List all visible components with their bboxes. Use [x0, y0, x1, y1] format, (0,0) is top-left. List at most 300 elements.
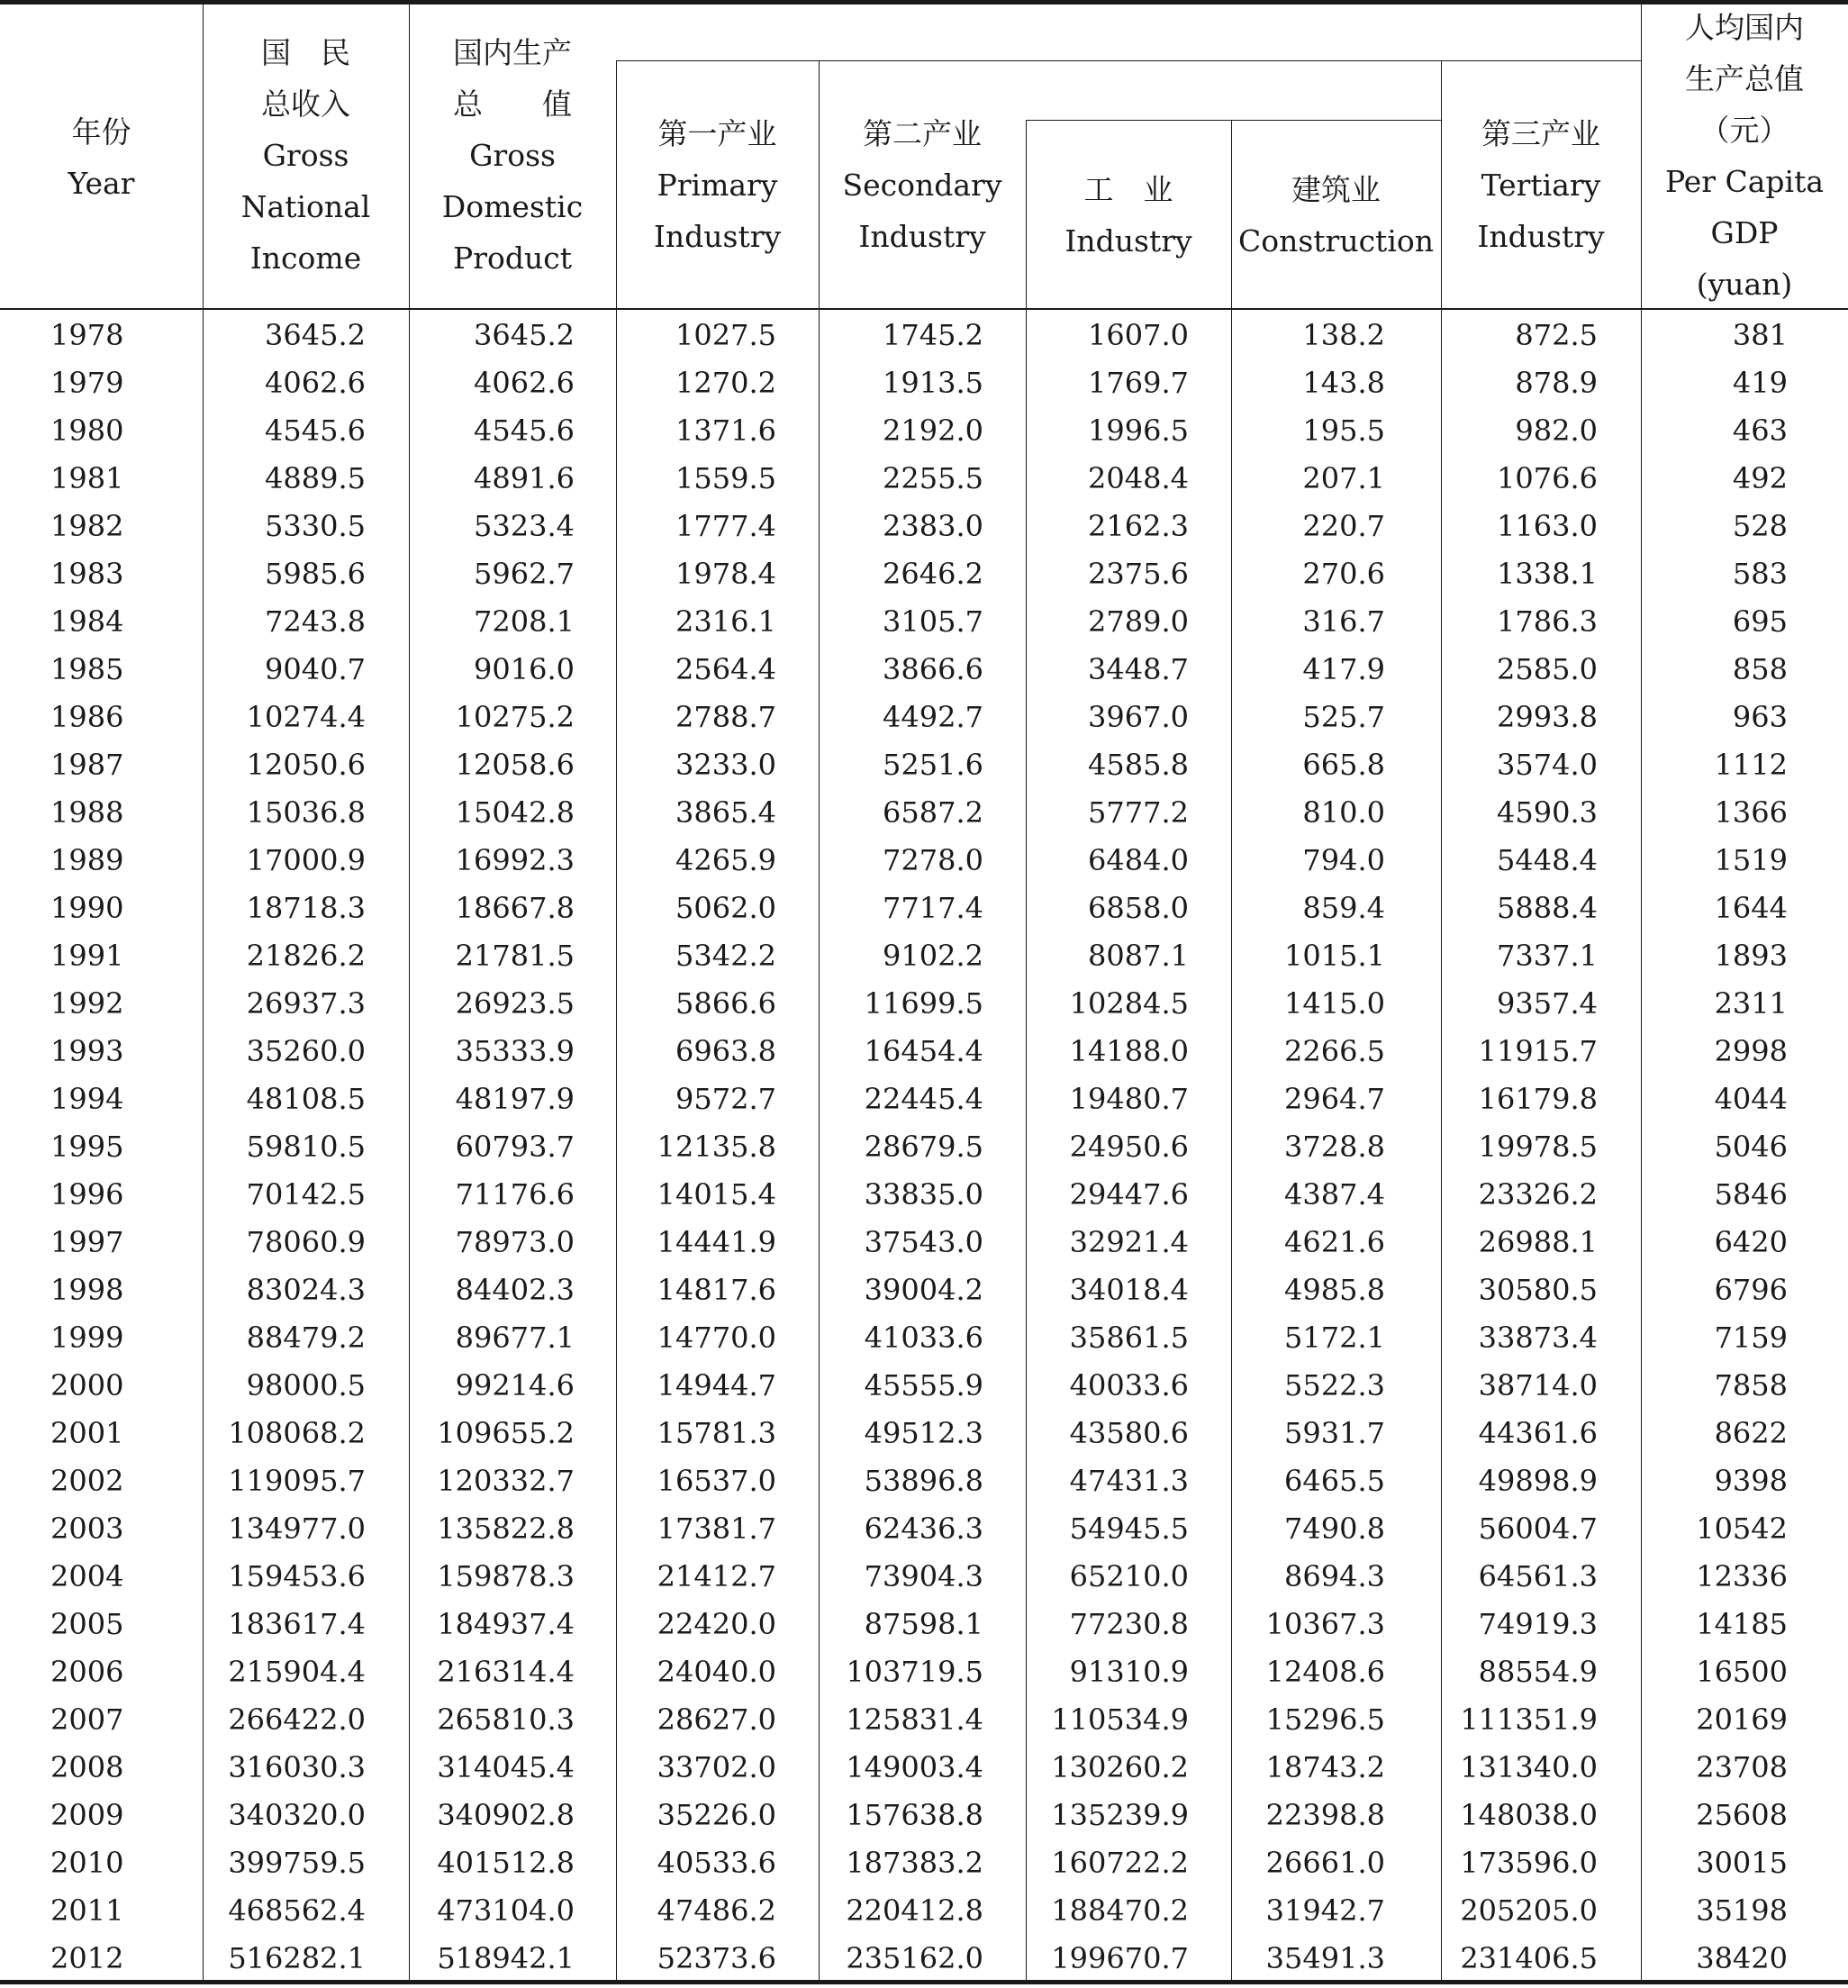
gni-cell: 5330.5 — [265, 509, 366, 543]
industry-cell: 3448.7 — [1088, 652, 1189, 686]
per-capita-cell: 1644 — [1714, 891, 1788, 925]
per-capita-cell: 419 — [1732, 366, 1788, 400]
table-row — [0, 1792, 1848, 1839]
primary-cell: 1270.2 — [675, 366, 776, 400]
industry-cell: 110534.9 — [1051, 1702, 1189, 1737]
gni-cell: 468562.4 — [228, 1893, 366, 1928]
gdp-cell: 15042.8 — [455, 795, 575, 830]
gdp-cell: 340902.8 — [437, 1798, 575, 1832]
primary-cell: 15781.3 — [657, 1416, 776, 1450]
secondary-cell: 49512.3 — [864, 1416, 983, 1450]
tertiary-cell: 4590.3 — [1497, 795, 1598, 830]
gni-cell: 134977.0 — [228, 1511, 366, 1546]
secondary-cell: 187383.2 — [846, 1846, 983, 1880]
secondary-cell: 28679.5 — [864, 1130, 983, 1164]
table-row — [0, 837, 1848, 885]
year-cell: 1993 — [50, 1034, 124, 1068]
primary-cell: 40533.6 — [657, 1846, 776, 1880]
per-capita-cell: 35198 — [1696, 1893, 1788, 1928]
primary-cell: 21412.7 — [657, 1559, 776, 1593]
secondary-cell: 149003.4 — [846, 1750, 983, 1784]
primary-cell: 16537.0 — [657, 1464, 776, 1498]
secondary-cell: 39004.2 — [864, 1273, 983, 1307]
per-capita-cell: 25608 — [1696, 1798, 1788, 1832]
primary-cell: 14015.4 — [657, 1177, 776, 1212]
construction-cell: 22398.8 — [1265, 1798, 1385, 1832]
tertiary-cell: 982.0 — [1515, 413, 1598, 448]
gdp-cell: 26923.5 — [455, 986, 575, 1021]
industry-cell: 54945.5 — [1069, 1511, 1189, 1546]
table-row — [0, 1839, 1848, 1887]
industry-cell: 188470.2 — [1051, 1893, 1189, 1928]
gdp-cell: 10275.2 — [455, 700, 575, 734]
primary-cell: 12135.8 — [657, 1130, 776, 1164]
industry-cell: 34018.4 — [1069, 1273, 1189, 1307]
year-cell: 2007 — [50, 1702, 124, 1737]
gni-cell: 266422.0 — [228, 1702, 366, 1737]
per-capita-cell: 38420 — [1696, 1941, 1788, 1975]
construction-cell: 4387.4 — [1284, 1177, 1385, 1212]
construction-cell: 195.5 — [1302, 413, 1385, 448]
tertiary-cell: 173596.0 — [1460, 1846, 1598, 1880]
tertiary-cell: 56004.7 — [1478, 1511, 1598, 1546]
tertiary-cell: 1338.1 — [1497, 557, 1598, 591]
header-gni: 国 民 总收入 Gross National Income — [240, 35, 371, 276]
tertiary-cell: 111351.9 — [1460, 1702, 1598, 1737]
construction-cell: 8694.3 — [1284, 1559, 1385, 1593]
year-cell: 2000 — [50, 1368, 124, 1402]
per-capita-cell: 6420 — [1714, 1225, 1788, 1259]
year-cell: 1978 — [50, 318, 124, 352]
per-capita-cell: 20169 — [1696, 1702, 1788, 1737]
tertiary-cell: 74919.3 — [1478, 1607, 1598, 1641]
construction-cell: 525.7 — [1302, 700, 1385, 734]
table-row — [0, 932, 1848, 980]
table-row — [0, 407, 1848, 455]
primary-cell: 4265.9 — [675, 843, 776, 877]
year-cell: 2006 — [50, 1655, 124, 1689]
per-capita-cell: 14185 — [1696, 1607, 1788, 1641]
industry-cell: 43580.6 — [1069, 1416, 1189, 1450]
construction-cell: 1015.1 — [1284, 939, 1385, 973]
year-cell: 2011 — [50, 1893, 124, 1928]
header-primary-industry: 第一产业 Primary Industry — [653, 116, 782, 254]
year-cell: 1999 — [50, 1321, 124, 1355]
per-capita-cell: 9398 — [1714, 1464, 1788, 1498]
year-cell: 2001 — [50, 1416, 124, 1450]
header-year: 年份 Year — [68, 114, 135, 201]
secondary-cell: 157638.8 — [846, 1798, 983, 1832]
primary-cell: 28627.0 — [657, 1702, 776, 1737]
industry-cell: 6484.0 — [1088, 843, 1189, 877]
gdp-cell: 99214.6 — [455, 1368, 575, 1402]
table-row — [0, 1505, 1848, 1553]
construction-cell: 5172.1 — [1284, 1321, 1385, 1355]
year-cell: 1989 — [50, 843, 124, 877]
secondary-cell: 73904.3 — [864, 1559, 983, 1593]
year-cell: 1992 — [50, 986, 124, 1021]
gni-cell: 9040.7 — [265, 652, 366, 686]
gni-cell: 4062.6 — [265, 366, 366, 400]
table-row — [0, 598, 1848, 646]
primary-cell: 1559.5 — [675, 461, 776, 495]
table-row — [0, 980, 1848, 1028]
gdp-cell: 78973.0 — [455, 1225, 575, 1259]
construction-cell: 220.7 — [1302, 509, 1385, 543]
table-row — [0, 1171, 1848, 1219]
year-cell: 1997 — [50, 1225, 124, 1259]
header-secondary-industry: 第二产业 Secondary Industry — [842, 116, 1002, 254]
secondary-cell: 22445.4 — [864, 1082, 983, 1116]
table-row — [0, 503, 1848, 550]
secondary-cell: 1913.5 — [883, 366, 983, 400]
gni-cell: 516282.1 — [228, 1941, 366, 1975]
secondary-cell: 7278.0 — [883, 843, 983, 877]
secondary-cell: 2255.5 — [883, 461, 983, 495]
table-row — [0, 1744, 1848, 1792]
industry-cell: 199670.7 — [1051, 1941, 1189, 1975]
per-capita-cell: 7858 — [1714, 1368, 1788, 1402]
header-tertiary-industry: 第三产业 Tertiary Industry — [1477, 116, 1605, 254]
gni-cell: 26937.3 — [246, 986, 366, 1021]
gni-cell: 399759.5 — [228, 1846, 366, 1880]
primary-cell: 14770.0 — [657, 1321, 776, 1355]
year-cell: 2002 — [50, 1464, 124, 1498]
secondary-cell: 3105.7 — [883, 604, 983, 639]
year-cell: 1996 — [50, 1177, 124, 1212]
secondary-cell: 53896.8 — [864, 1464, 983, 1498]
year-cell: 1982 — [50, 509, 124, 543]
construction-cell: 4621.6 — [1284, 1225, 1385, 1259]
per-capita-cell: 2311 — [1714, 986, 1788, 1021]
per-capita-cell: 7159 — [1714, 1321, 1788, 1355]
table-row — [0, 1219, 1848, 1266]
industry-cell: 130260.2 — [1051, 1750, 1189, 1784]
tertiary-cell: 1786.3 — [1497, 604, 1598, 639]
per-capita-cell: 5046 — [1714, 1130, 1788, 1164]
gni-cell: 83024.3 — [246, 1273, 366, 1307]
industry-cell: 160722.2 — [1051, 1846, 1189, 1880]
tertiary-cell: 2993.8 — [1497, 700, 1598, 734]
gdp-cell: 518942.1 — [437, 1941, 575, 1975]
primary-cell: 47486.2 — [657, 1893, 776, 1928]
tertiary-cell: 878.9 — [1515, 366, 1598, 400]
primary-cell: 5062.0 — [675, 891, 776, 925]
year-cell: 1995 — [50, 1130, 124, 1164]
gdp-cell: 9016.0 — [474, 652, 575, 686]
gdp-cell: 21781.5 — [455, 939, 575, 973]
year-cell: 2004 — [50, 1559, 124, 1593]
table-row — [0, 741, 1848, 789]
gni-cell: 21826.2 — [246, 939, 366, 973]
industry-cell: 2375.6 — [1088, 557, 1189, 591]
secondary-cell: 9102.2 — [883, 939, 983, 973]
gdp-cell: 71176.6 — [455, 1177, 575, 1212]
construction-cell: 2964.7 — [1284, 1082, 1385, 1116]
year-cell: 2005 — [50, 1607, 124, 1641]
industry-cell: 2048.4 — [1088, 461, 1189, 495]
header-industry: 工 业 Industry — [1064, 172, 1192, 259]
construction-cell: 6465.5 — [1284, 1464, 1385, 1498]
secondary-cell: 2383.0 — [883, 509, 983, 543]
primary-cell: 1978.4 — [675, 557, 776, 591]
secondary-cell: 3866.6 — [883, 652, 983, 686]
table-row — [0, 1601, 1848, 1648]
gni-cell: 59810.5 — [246, 1130, 366, 1164]
gni-cell: 88479.2 — [246, 1321, 366, 1355]
tertiary-cell: 23326.2 — [1478, 1177, 1598, 1212]
gdp-cell: 18667.8 — [455, 891, 575, 925]
secondary-cell: 62436.3 — [864, 1511, 983, 1546]
gni-cell: 78060.9 — [246, 1225, 366, 1259]
table-row — [0, 1648, 1848, 1696]
table-row — [0, 1266, 1848, 1314]
secondary-cell: 235162.0 — [846, 1941, 983, 1975]
per-capita-cell: 858 — [1732, 652, 1788, 686]
per-capita-cell: 463 — [1732, 413, 1788, 448]
table-row — [0, 1457, 1848, 1505]
tertiary-cell: 1076.6 — [1497, 461, 1598, 495]
gdp-cell: 16992.3 — [455, 843, 575, 877]
table-row — [0, 359, 1848, 407]
industry-cell: 1607.0 — [1088, 318, 1189, 352]
tertiary-cell: 7337.1 — [1497, 939, 1598, 973]
gdp-cell: 401512.8 — [437, 1846, 575, 1880]
construction-cell: 665.8 — [1302, 748, 1385, 782]
secondary-cell: 37543.0 — [864, 1225, 983, 1259]
gni-cell: 340320.0 — [228, 1798, 366, 1832]
construction-cell: 1415.0 — [1284, 986, 1385, 1021]
per-capita-cell: 583 — [1732, 557, 1788, 591]
tertiary-cell: 30580.5 — [1478, 1273, 1598, 1307]
construction-cell: 417.9 — [1302, 652, 1385, 686]
header-bottom-rule — [0, 308, 1848, 310]
year-cell: 2003 — [50, 1511, 124, 1546]
tertiary-cell: 16179.8 — [1478, 1082, 1598, 1116]
gdp-cell: 473104.0 — [437, 1893, 575, 1928]
year-cell: 1988 — [50, 795, 124, 830]
year-cell: 1979 — [50, 366, 124, 400]
primary-cell: 14441.9 — [657, 1225, 776, 1259]
primary-cell: 2316.1 — [675, 604, 776, 639]
gdp-cell: 135822.8 — [437, 1511, 575, 1546]
table-top-rule — [0, 0, 1848, 5]
tertiary-cell: 5888.4 — [1497, 891, 1598, 925]
table-row — [0, 1935, 1848, 1983]
gdp-cell: 7208.1 — [474, 604, 575, 639]
construction-cell: 859.4 — [1302, 891, 1385, 925]
primary-cell: 2788.7 — [675, 700, 776, 734]
gdp-cell: 3645.2 — [474, 318, 575, 352]
table-row — [0, 646, 1848, 694]
industry-cell: 24950.6 — [1069, 1130, 1189, 1164]
year-cell: 1987 — [50, 748, 124, 782]
construction-cell: 18743.2 — [1265, 1750, 1385, 1784]
construction-cell: 7490.8 — [1284, 1511, 1385, 1546]
industry-cell: 1996.5 — [1088, 413, 1189, 448]
tertiary-cell: 11915.7 — [1478, 1034, 1598, 1068]
tertiary-cell: 231406.5 — [1460, 1941, 1598, 1975]
table-row — [0, 1696, 1848, 1744]
secondary-cell: 16454.4 — [864, 1034, 983, 1068]
secondary-cell: 2646.2 — [883, 557, 983, 591]
secondary-cell: 87598.1 — [864, 1607, 983, 1641]
construction-cell: 26661.0 — [1265, 1846, 1385, 1880]
industry-cell: 14188.0 — [1069, 1034, 1189, 1068]
per-capita-cell: 695 — [1732, 604, 1788, 639]
tertiary-cell: 19978.5 — [1478, 1130, 1598, 1164]
gni-cell: 3645.2 — [265, 318, 366, 352]
per-capita-cell: 963 — [1732, 700, 1788, 734]
gdp-cell: 314045.4 — [437, 1750, 575, 1784]
gni-cell: 4889.5 — [265, 461, 366, 495]
tertiary-cell: 26988.1 — [1478, 1225, 1598, 1259]
header-gdp: 国内生产 总 值 Gross Domestic Product — [441, 35, 584, 276]
construction-cell: 143.8 — [1302, 366, 1385, 400]
primary-cell: 6963.8 — [675, 1034, 776, 1068]
year-cell: 1998 — [50, 1273, 124, 1307]
industry-cell: 6858.0 — [1088, 891, 1189, 925]
header-per-capita-gdp: 人均国内 生产总值 （元） Per Capita GDP (yuan) — [1664, 10, 1825, 302]
secondary-cell: 5251.6 — [883, 748, 983, 782]
industry-cell: 32921.4 — [1069, 1225, 1189, 1259]
tertiary-cell: 9357.4 — [1497, 986, 1598, 1021]
industry-cell: 1769.7 — [1088, 366, 1189, 400]
industry-cell: 2162.3 — [1088, 509, 1189, 543]
year-cell: 1991 — [50, 939, 124, 973]
per-capita-cell: 381 — [1732, 318, 1788, 352]
gni-cell: 4545.6 — [265, 413, 366, 448]
table-row — [0, 1887, 1848, 1935]
gdp-cell: 35333.9 — [455, 1034, 575, 1068]
primary-cell: 33702.0 — [657, 1750, 776, 1784]
gdp-cell: 84402.3 — [455, 1273, 575, 1307]
gni-cell: 108068.2 — [228, 1416, 366, 1450]
tertiary-cell: 131340.0 — [1460, 1750, 1598, 1784]
secondary-cell: 103719.5 — [846, 1655, 983, 1689]
tertiary-cell: 88554.9 — [1478, 1655, 1598, 1689]
year-cell: 1985 — [50, 652, 124, 686]
primary-cell: 1371.6 — [675, 413, 776, 448]
per-capita-cell: 30015 — [1696, 1846, 1788, 1880]
per-capita-cell: 1893 — [1714, 939, 1788, 973]
per-capita-cell: 4044 — [1714, 1082, 1788, 1116]
secondary-cell: 41033.6 — [864, 1321, 983, 1355]
gdp-cell: 12058.6 — [455, 748, 575, 782]
primary-cell: 52373.6 — [657, 1941, 776, 1975]
construction-cell: 207.1 — [1302, 461, 1385, 495]
gdp-cell: 159878.3 — [437, 1559, 575, 1593]
table-row — [0, 1076, 1848, 1123]
industry-cell: 91310.9 — [1069, 1655, 1189, 1689]
per-capita-cell: 492 — [1732, 461, 1788, 495]
industry-cell: 35861.5 — [1069, 1321, 1189, 1355]
construction-cell: 270.6 — [1302, 557, 1385, 591]
secondary-cell: 33835.0 — [864, 1177, 983, 1212]
gni-cell: 12050.6 — [246, 748, 366, 782]
gni-cell: 70142.5 — [246, 1177, 366, 1212]
year-cell: 2008 — [50, 1750, 124, 1784]
gni-cell: 35260.0 — [246, 1034, 366, 1068]
primary-cell: 14944.7 — [657, 1368, 776, 1402]
gni-cell: 159453.6 — [228, 1559, 366, 1593]
per-capita-cell: 12336 — [1696, 1559, 1788, 1593]
secondary-cell: 7717.4 — [883, 891, 983, 925]
gdp-cell: 4545.6 — [474, 413, 575, 448]
tertiary-cell: 33873.4 — [1478, 1321, 1598, 1355]
table-row — [0, 789, 1848, 837]
year-cell: 2012 — [50, 1941, 124, 1975]
year-cell: 2010 — [50, 1846, 124, 1880]
industry-cell: 8087.1 — [1088, 939, 1189, 973]
primary-cell: 1777.4 — [675, 509, 776, 543]
secondary-cell: 1745.2 — [883, 318, 983, 352]
gdp-cell: 48197.9 — [455, 1082, 575, 1116]
industry-cell: 47431.3 — [1069, 1464, 1189, 1498]
per-capita-cell: 1112 — [1714, 748, 1788, 782]
gdp-cell: 5323.4 — [474, 509, 575, 543]
primary-cell: 35226.0 — [657, 1798, 776, 1832]
primary-cell: 24040.0 — [657, 1655, 776, 1689]
tertiary-cell: 64561.3 — [1478, 1559, 1598, 1593]
table-row — [0, 1028, 1848, 1076]
secondary-cell: 6587.2 — [883, 795, 983, 830]
tertiary-cell: 872.5 — [1515, 318, 1598, 352]
secondary-cell: 125831.4 — [846, 1702, 983, 1737]
construction-cell: 3728.8 — [1284, 1130, 1385, 1164]
construction-cell: 31942.7 — [1265, 1893, 1385, 1928]
year-cell: 1984 — [50, 604, 124, 639]
per-capita-cell: 6796 — [1714, 1273, 1788, 1307]
table-row — [0, 1362, 1848, 1410]
primary-cell: 2564.4 — [675, 652, 776, 686]
industry-cell: 2789.0 — [1088, 604, 1189, 639]
primary-cell: 3233.0 — [675, 748, 776, 782]
gdp-cell: 5962.7 — [474, 557, 575, 591]
table-bottom-rule — [0, 1980, 1848, 1984]
secondary-cell: 4492.7 — [883, 700, 983, 734]
industry-cell: 40033.6 — [1069, 1368, 1189, 1402]
secondary-cell: 2192.0 — [883, 413, 983, 448]
table-row — [0, 455, 1848, 503]
tertiary-cell: 148038.0 — [1460, 1798, 1598, 1832]
secondary-cell: 45555.9 — [864, 1368, 983, 1402]
year-cell: 1986 — [50, 700, 124, 734]
gni-cell: 17000.9 — [246, 843, 366, 877]
tertiary-cell: 3574.0 — [1497, 748, 1598, 782]
gdp-cell: 4891.6 — [474, 461, 575, 495]
construction-cell: 794.0 — [1302, 843, 1385, 877]
table-row — [0, 885, 1848, 932]
table-row — [0, 1553, 1848, 1601]
gni-cell: 48108.5 — [246, 1082, 366, 1116]
tertiary-cell: 1163.0 — [1497, 509, 1598, 543]
gni-cell: 183617.4 — [228, 1607, 366, 1641]
industry-cell: 19480.7 — [1069, 1082, 1189, 1116]
year-cell: 1994 — [50, 1082, 124, 1116]
construction-cell: 810.0 — [1302, 795, 1385, 830]
gni-cell: 215904.4 — [228, 1655, 366, 1689]
construction-cell: 5931.7 — [1284, 1416, 1385, 1450]
tertiary-cell: 38714.0 — [1478, 1368, 1598, 1402]
gni-cell: 119095.7 — [228, 1464, 366, 1498]
tertiary-cell: 44361.6 — [1478, 1416, 1598, 1450]
secondary-cell: 220412.8 — [846, 1893, 983, 1928]
per-capita-cell: 23708 — [1696, 1750, 1788, 1784]
primary-cell: 17381.7 — [657, 1511, 776, 1546]
tertiary-cell: 2585.0 — [1497, 652, 1598, 686]
gdp-cell: 109655.2 — [437, 1416, 575, 1450]
